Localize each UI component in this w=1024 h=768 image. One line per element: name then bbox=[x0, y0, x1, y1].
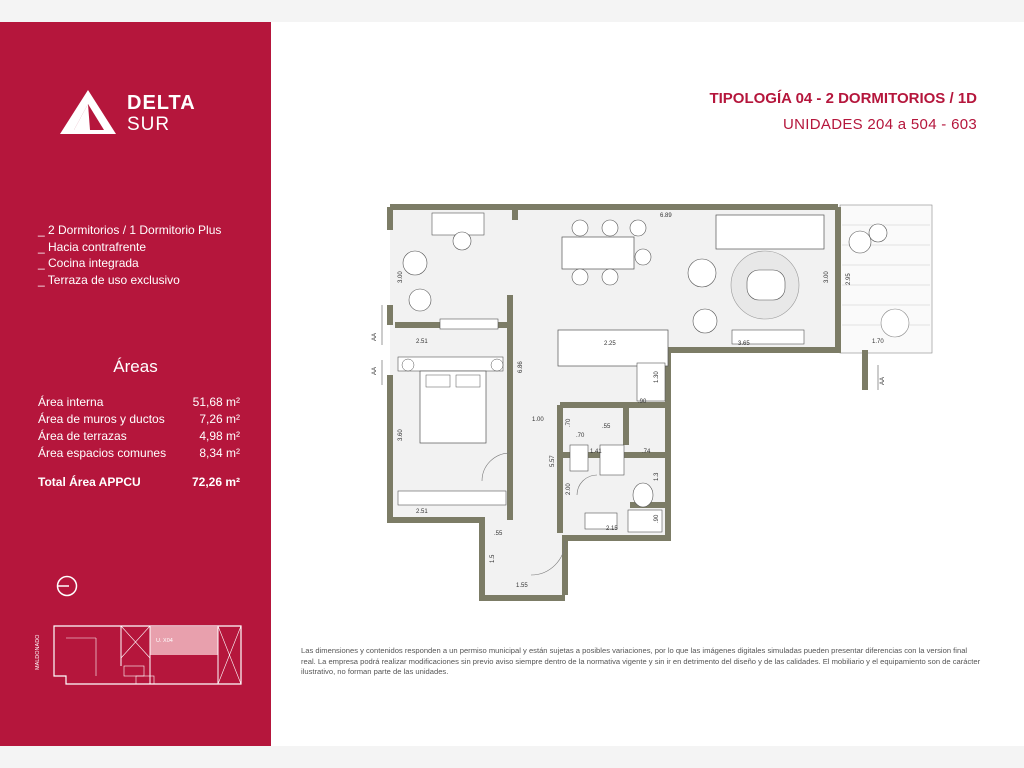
svg-text:.90: .90 bbox=[638, 399, 647, 405]
delta-logo-icon bbox=[60, 90, 120, 136]
area-value: 8,34 m² bbox=[199, 446, 240, 460]
feature-item: _ Hacia contrafrente bbox=[38, 239, 147, 254]
svg-text:2.00: 2.00 bbox=[566, 483, 572, 495]
area-label: Área de terrazas bbox=[38, 429, 127, 443]
svg-text:2.51: 2.51 bbox=[416, 339, 428, 345]
area-total-label: Total Área APPCU bbox=[38, 475, 141, 489]
svg-text:AA: AA bbox=[880, 376, 886, 385]
svg-text:.74: .74 bbox=[642, 449, 651, 455]
svg-text:AA: AA bbox=[372, 366, 378, 375]
area-value: 51,68 m² bbox=[192, 395, 240, 409]
brand-name-line2: SUR bbox=[127, 114, 171, 135]
svg-text:AA: AA bbox=[372, 332, 378, 341]
feature-item: _ Terraza de uso exclusivo bbox=[38, 272, 180, 287]
areas-table bbox=[38, 394, 240, 491]
svg-text:2.51: 2.51 bbox=[416, 509, 428, 515]
north-compass-icon bbox=[56, 575, 78, 597]
features-list bbox=[38, 222, 221, 288]
keymap-street-label: MALDONADO bbox=[35, 634, 41, 670]
area-total-value: 72,26 m² bbox=[191, 475, 240, 489]
svg-text:3.00: 3.00 bbox=[398, 271, 404, 283]
svg-text:1.5: 1.5 bbox=[490, 554, 496, 563]
feature-item: _ 2 Dormitorios / 1 Dormitorio Plus bbox=[38, 223, 222, 237]
building-keymap bbox=[36, 618, 246, 690]
area-row bbox=[38, 411, 240, 428]
svg-text:.70: .70 bbox=[566, 418, 572, 427]
svg-text:1.30: 1.30 bbox=[654, 371, 660, 383]
area-label: Área interna bbox=[38, 395, 104, 409]
svg-text:3.00: 3.00 bbox=[824, 271, 830, 283]
brand-name-line1: DELTA bbox=[127, 92, 196, 114]
svg-text:.90: .90 bbox=[654, 514, 660, 523]
svg-text:1.55: 1.55 bbox=[516, 583, 528, 589]
svg-text:3.60: 3.60 bbox=[398, 429, 404, 441]
svg-text:.55: .55 bbox=[494, 531, 503, 537]
feature-item: _ Cocina integrada bbox=[38, 256, 139, 270]
svg-text:1.00: 1.00 bbox=[532, 417, 544, 423]
svg-text:.70: .70 bbox=[576, 433, 585, 439]
floor-plan bbox=[360, 195, 960, 605]
area-value: 7,26 m² bbox=[199, 412, 240, 426]
units-subtitle: UNIDADES 204 a 504 - 603 bbox=[783, 116, 977, 133]
svg-text:.55: .55 bbox=[602, 424, 611, 430]
area-value: 4,98 m² bbox=[199, 429, 240, 443]
svg-text:5.57: 5.57 bbox=[550, 455, 556, 467]
svg-text:6.89: 6.89 bbox=[660, 213, 672, 219]
svg-text:6.86: 6.86 bbox=[518, 361, 524, 373]
svg-text:1.3: 1.3 bbox=[654, 472, 660, 481]
svg-text:2.15: 2.15 bbox=[606, 526, 618, 532]
brand-logo bbox=[60, 90, 210, 140]
svg-text:3.65: 3.65 bbox=[738, 341, 750, 347]
svg-text:2.95: 2.95 bbox=[846, 273, 852, 285]
keymap-unit-label: U. X04 bbox=[156, 638, 173, 644]
sidebar bbox=[0, 22, 271, 746]
svg-text:1.70: 1.70 bbox=[872, 339, 884, 345]
area-row bbox=[38, 428, 240, 445]
svg-text:2.25: 2.25 bbox=[604, 341, 616, 347]
legal-disclaimer: Las dimensiones y contenidos responden a un permiso municipal y están sujetas a posibles variaciones, por lo que las imágenes digitales simuladas pueden presentar diferencias con la version final real. La empresa podrá realizar modificaciones sin previo aviso siempre dentro de la normativa vigente y sin ir en detrimento del diseño y de las calidades. El mobiliario y el equipamiento son de carácter ilustrativo, no forman parte de las unidades. bbox=[301, 646, 981, 676]
area-label: Área espacios comunes bbox=[38, 446, 167, 460]
svg-text:1.41: 1.41 bbox=[590, 449, 602, 455]
areas-title: Áreas bbox=[113, 357, 158, 376]
area-total-row bbox=[38, 474, 240, 491]
area-row bbox=[38, 445, 240, 462]
typology-title: TIPOLOGÍA 04 - 2 DORMITORIOS / 1D bbox=[709, 90, 977, 107]
area-row bbox=[38, 394, 240, 411]
area-label: Área de muros y ductos bbox=[38, 412, 165, 426]
